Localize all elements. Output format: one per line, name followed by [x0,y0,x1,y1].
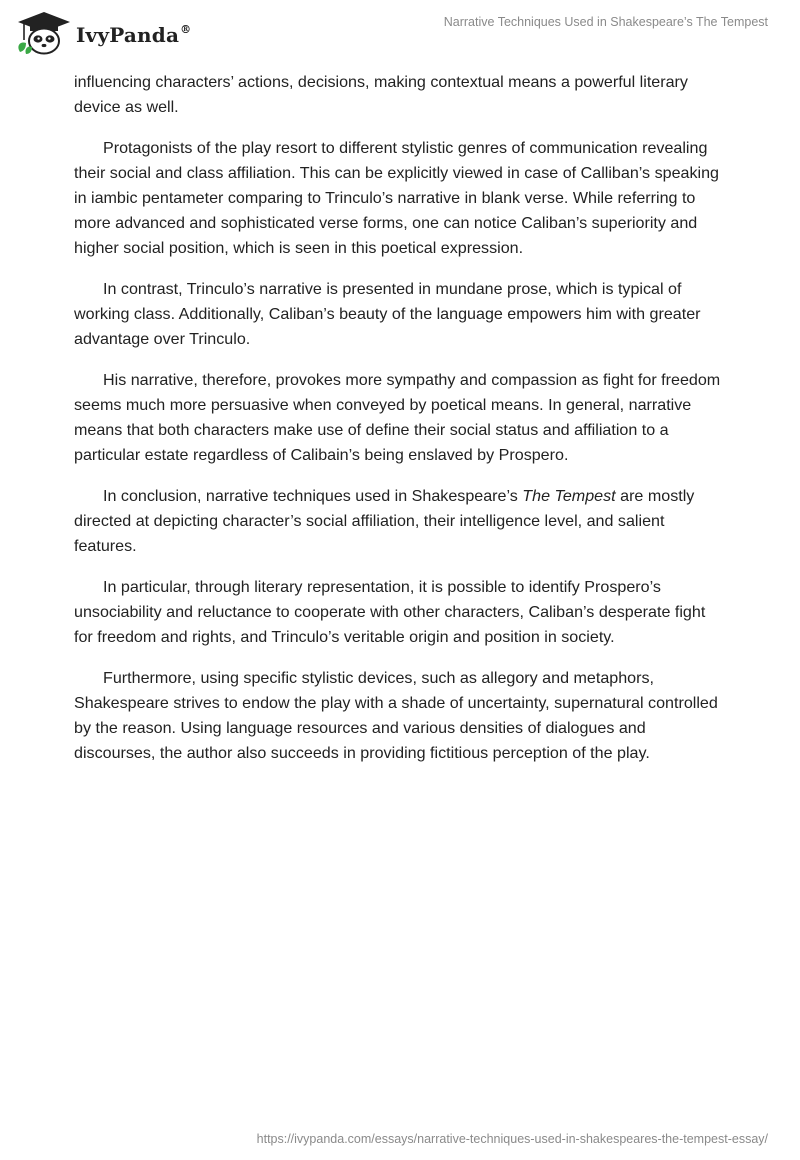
running-title: Narrative Techniques Used in Shakespeare’s The Tempest [443,15,768,29]
panda-graduate-icon [14,10,72,56]
page-header [0,0,800,62]
paragraph: In particular, through literary representation, it is possible to identify Prospero’s unsociability and reluctance to cooperate with other characters, Caliban’s desperate fight for freedom and rights, and Trinculo’s veritable origin and position in society. [74,578,706,646]
essay-body [74,70,724,782]
registered-mark: ® [180,23,192,36]
paragraph-text: are mostly directed at depicting character’s social affiliation, their intelligence level, and salient features. [74,487,695,555]
paragraph: Furthermore, using specific stylistic devices, such as allegory and metaphors, Shakespeare strives to endow the play with a shade of uncertainty, supernatural controlled by the reason. Using language resources and various densities of dialogues and discourses, the author also succeeds in providing fictitious perception of the play. [74,669,718,762]
paragraph [74,484,724,559]
paragraph-text: In conclusion, narrative techniques used in Shakespeare’s [103,487,523,505]
paragraph: influencing characters’ actions, decisions, making contextual means a powerful literary device as well. [74,73,688,116]
logo-text: IvyPanda® [76,23,192,47]
paragraph: His narrative, therefore, provokes more sympathy and compassion as fight for freedom seems much more persuasive when conveyed by poetical means. In general, narrative means that both characters make use of define their social status and affiliation to a particular estate regardless of Calibain’s being enslaved by Prospero. [74,371,721,464]
ivypanda-logo[interactable] [14,10,191,56]
paragraph: Protagonists of the play resort to different stylistic genres of communication revealing their social and class affiliation. This can be explicitly viewed in case of Calliban’s speaking in iambic pentameter comparing to Trinculo’s narrative in blank verse. While referring to more advanced and sophisticated verse forms, one can notice Caliban’s superiority and higher social position, which is seen in this poetical expression. [74,139,719,257]
work-title: The Tempest [522,487,616,505]
paragraph: In contrast, Trinculo’s narrative is presented in mundane prose, which is typical of working class. Additionally, Caliban’s beauty of the language empowers him with greater advantage over Trinculo. [74,280,701,348]
source-url[interactable]: https://ivypanda.com/essays/narrative-techniques-used-in-shakespeares-the-tempest-essay/ [256,1132,768,1146]
